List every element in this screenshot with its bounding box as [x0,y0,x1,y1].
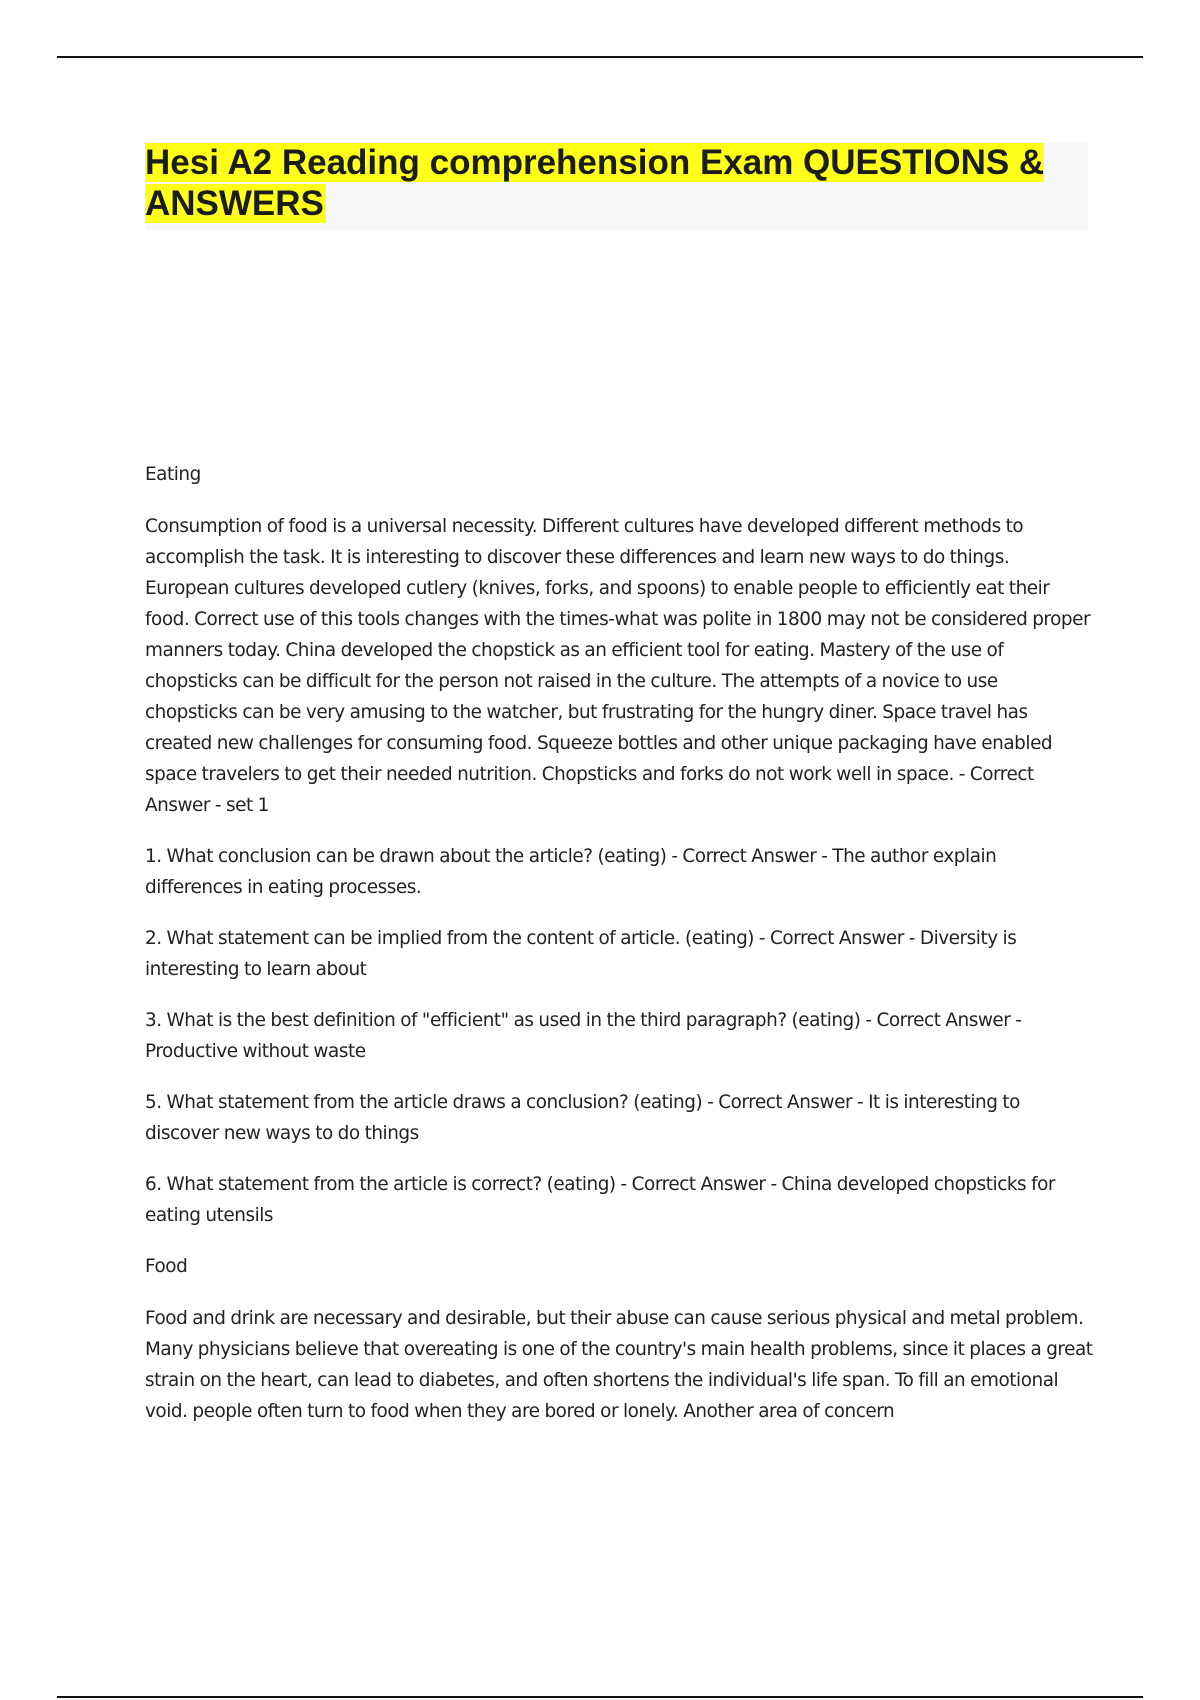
passage-food: Food and drink are necessary and desirable, but their abuse can cause serious physical and metal problem. Many physicians believe that overeating is one of the country's main health problems, since it places a great strain on the heart, can lead to diabetes, and often shortens the individual's life span. To fill an emotional void. people often turn to food when they are bored or lonely. Another area of concern [145,1308,1093,1422]
section-heading-eating: Eating [145,464,201,485]
question-item: 3. What is the best definition of "efficient" as used in the third paragraph? (eating) - Correct Answer - Productive without waste [145,1010,1022,1062]
question-item: 1. What conclusion can be drawn about the article? (eating) - Correct Answer - The author explain differences in eating processes. [145,846,997,898]
top-rule [57,56,1143,58]
question-item: 2. What statement can be implied from the content of article. (eating) - Correct Answer - Diversity is interesting to learn about [145,928,1017,980]
document-title: Hesi A2 Reading comprehension Exam QUESTIONS & ANSWERS [145,143,1045,223]
section-heading-food: Food [145,1256,188,1277]
document-body [145,459,1095,1447]
question-item: 5. What statement from the article draws a conclusion? (eating) - Correct Answer - It is interesting to discover new ways to do things [145,1092,1020,1144]
passage-eating: Consumption of food is a universal necessity. Different cultures have developed different methods to accomplish the task. It is interesting to discover these differences and learn new ways to do things. European cultures developed cutlery (knives, forks, and spoons) to enable people to efficiently eat their food. Correct use of this tools changes with the times-what was polite in 1800 may not be considered proper manners today. China developed the chopstick as an efficient tool for eating. Mastery of the use of chopsticks can be difficult for the person not raised in the culture. The attempts of a novice to use chopsticks can be very amusing to the watcher, but frustrating for the hungry diner. Space travel has created new challenges for consuming food. Squeeze bottles and other unique packaging have enabled space travelers to get their needed nutrition. Chopsticks and forks do not work well in space. - Correct Answer - set 1 [145,516,1091,816]
bottom-rule [57,1696,1143,1698]
title-block [145,142,1088,230]
question-item: 6. What statement from the article is correct? (eating) - Correct Answer - China developed chopsticks for eating utensils [145,1174,1056,1226]
